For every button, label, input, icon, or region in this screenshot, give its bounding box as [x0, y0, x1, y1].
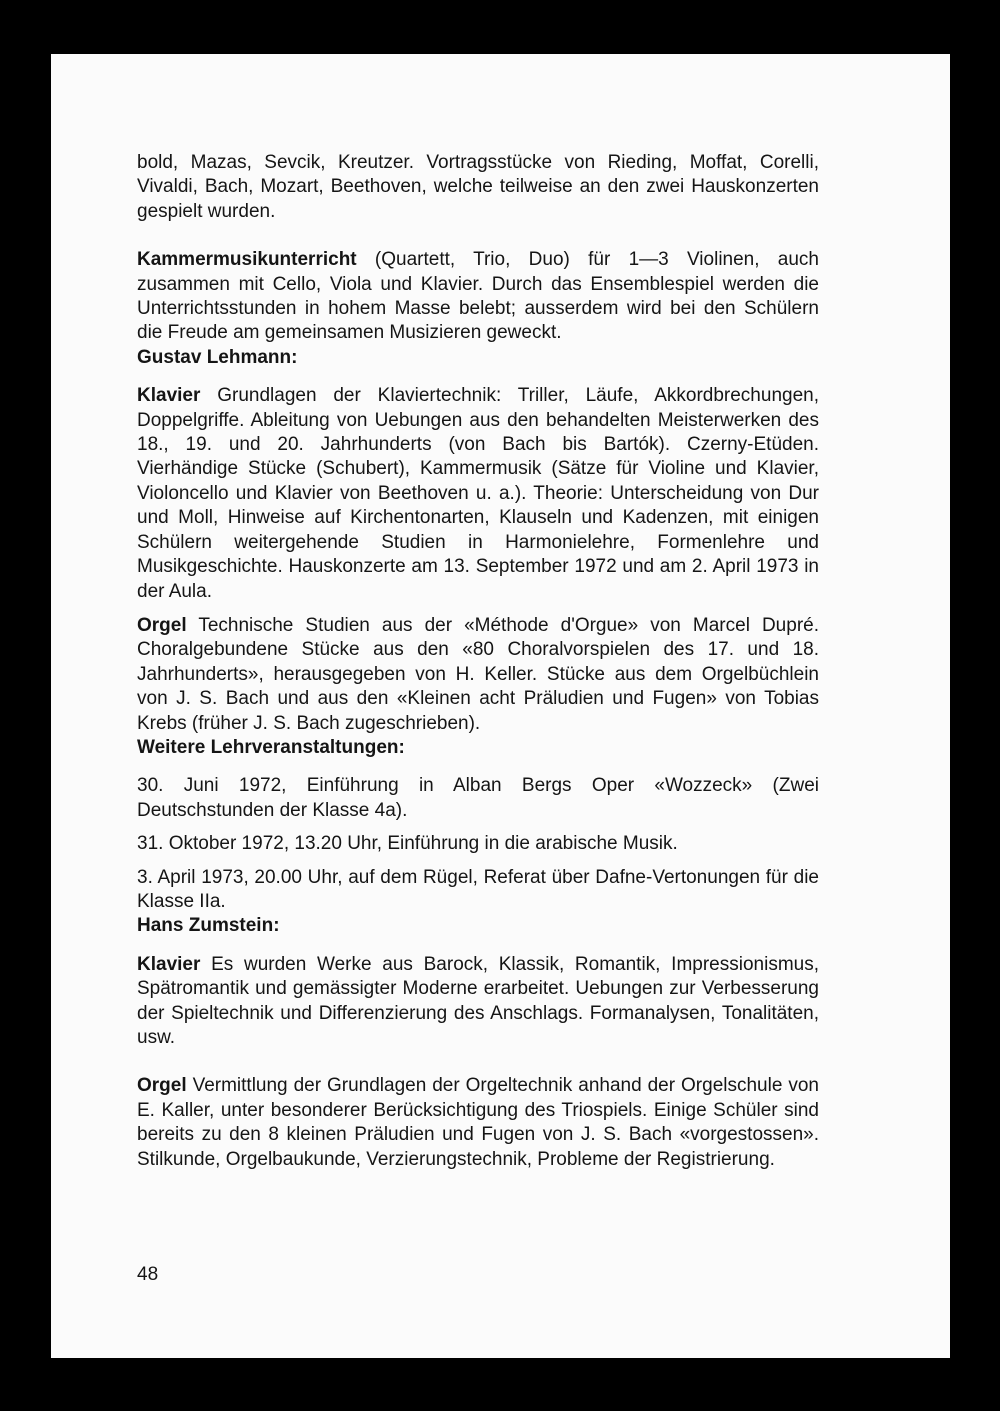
zumstein-klavier-text: Es wurden Werke aus Barock, Klassik, Romantik, Impressionismus, Spätromantik und gemässigter Moderne erarbeitet. Uebungen zur Verbesserung der Spieltechnik und Differenzierung des Anschlags. Formanalysen, Tonalitäten, usw.: [137, 953, 819, 1048]
page-content: [137, 151, 819, 1172]
document-page: [51, 54, 950, 1358]
weitere-item: 31. Oktober 1972, 13.20 Uhr, Einführung in die arabische Musik.: [137, 833, 678, 855]
page-number: 48: [137, 1264, 159, 1285]
weitere-item: 30. Juni 1972, Einführung in Alban Bergs Oper «Wozzeck» (Zwei Deutschstunden der Klasse 4a).: [137, 775, 819, 821]
lehmann-klavier-label: Klavier: [137, 385, 201, 407]
zumstein-heading: Hans Zumstein:: [137, 915, 280, 937]
lehmann-klavier-text: Grundlagen der Klaviertechnik: Triller, Läufe, Akkordbrechungen, Doppelgriffe. Ableitung von Uebungen aus den behandelten Meisterwerken des 18., 19. und 20. Jahrhunderts (von Bach bis Bartók). Czerny-Etüden. Vierhändige Stücke (Schubert), Kammermusik (Sätze für Violine und Klavier, Violoncello und Klavier von Beethoven u. a.). Theorie: Unterscheidung von Dur und Moll, Hinweise auf Kirchentonarten, Klauseln und Kadenzen, mit einigen Schülern weitergehende Studien in Harmonielehre, Formenlehre und Musikgeschichte. Hauskonzerte am 13. September 1972 und am 2. April 1973 in der Aula.: [137, 385, 819, 602]
kammermusik-paragraph: [137, 248, 819, 346]
lehmann-heading: Gustav Lehmann:: [137, 346, 298, 368]
intro-paragraph: bold, Mazas, Sevcik, Kreutzer. Vortragsstücke von Rieding, Moffat, Corelli, Vivaldi, Bach, Mozart, Beethoven, welche teilweise an den zwei Hauskonzerten gespielt wurden.: [137, 152, 819, 222]
zumstein-orgel-paragraph: [137, 1074, 819, 1172]
weitere-heading: Weitere Lehrveranstaltungen:: [137, 736, 405, 758]
zumstein-klavier-paragraph: [137, 953, 819, 1051]
lehmann-klavier-paragraph: [137, 384, 819, 604]
weitere-item: 3. April 1973, 20.00 Uhr, auf dem Rügel, Referat über Dafne-Vertonungen für die Klasse IIa.: [137, 866, 819, 912]
zumstein-orgel-label: Orgel: [137, 1075, 187, 1097]
lehmann-orgel-label: Orgel: [137, 614, 187, 636]
zumstein-orgel-text: Vermittlung der Grundlagen der Orgeltechnik anhand der Orgelschule von E. Kaller, unter besonderer Berücksichtigung des Triospiels. Einige Schüler sind bereits zu den 8 kleinen Präludien und Fugen von J. S. Bach «vorgestossen». Stilkunde, Orgelbaukunde, Verzierungstechnik, Probleme der Registrierung.: [137, 1075, 819, 1170]
zumstein-klavier-label: Klavier: [137, 953, 201, 975]
lehmann-orgel-paragraph: [137, 614, 819, 736]
lehmann-orgel-text: Technische Studien aus der «Méthode d'Orgue» von Marcel Dupré. Choralgebundene Stücke aus den «80 Choralvorspielen des 17. und 18. Jahrhunderts», herausgegeben von H. Keller. Stücke aus dem Orgelbüchlein von J. S. Bach und aus den «Kleinen acht Präludien und Fugen» von Tobias Krebs (früher J. S. Bach zugeschrieben).: [137, 614, 819, 734]
kammermusik-text: (Quartett, Trio, Duo) für 1—3 Violinen, auch zusammen mit Cello, Viola und Klavier. Durch das Ensemblespiel werden die Unterrichtsstunden in hohem Masse belebt; ausserdem wird bei den Schülern die Freude am gemeinsamen Musizieren geweckt.: [137, 249, 819, 344]
kammermusik-label: Kammermusikunterricht: [137, 249, 357, 271]
